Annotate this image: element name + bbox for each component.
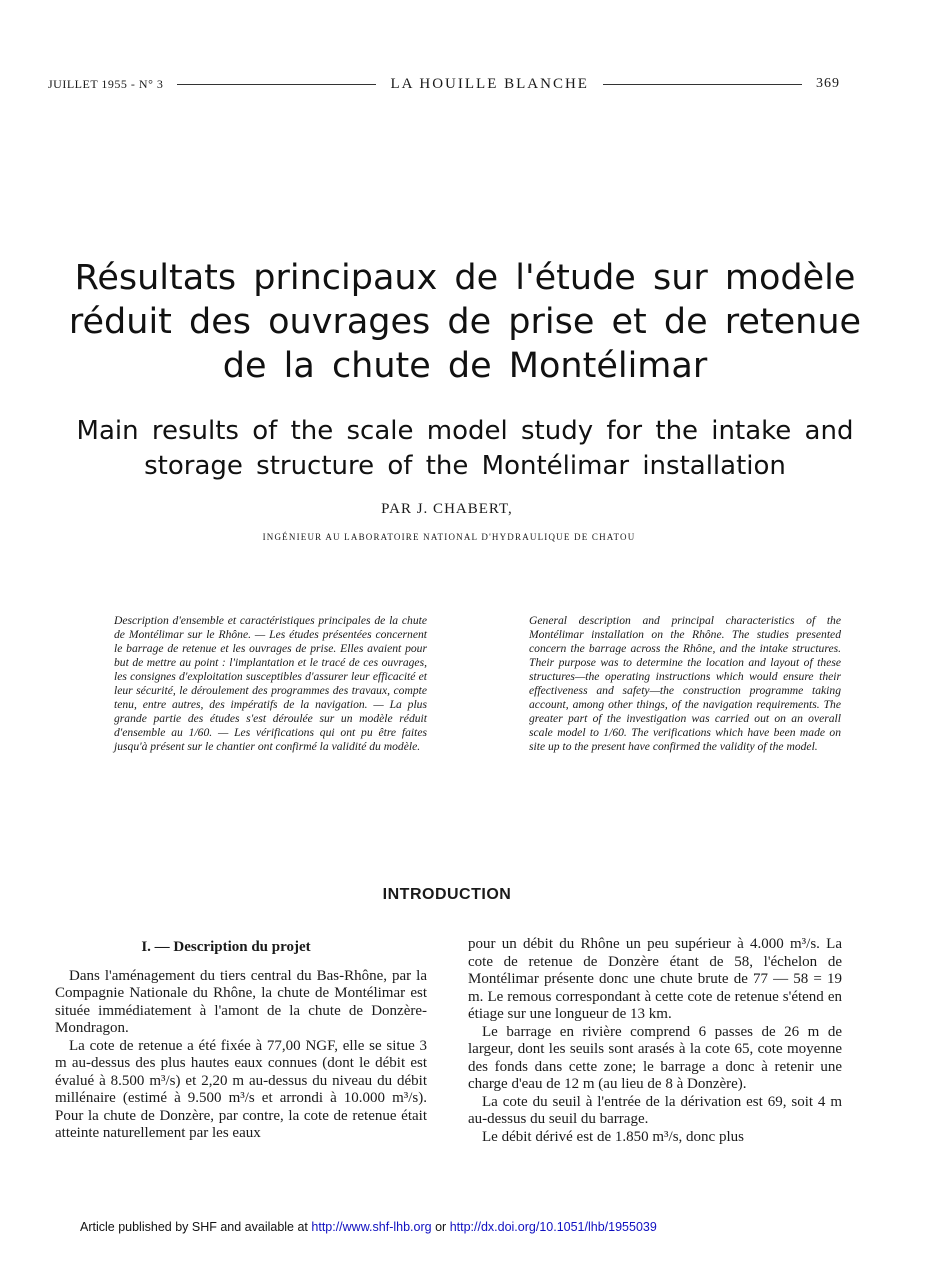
running-head: [48, 74, 840, 94]
author-affiliation: INGÉNIEUR AU LABORATOIRE NATIONAL D'HYDRAULIQUE DE CHATOU: [262, 532, 636, 542]
page-number: 369: [816, 76, 841, 91]
subsection-heading: I. — Description du projet: [141, 939, 311, 955]
body-paragraph: Le barrage en rivière comprend 6 passes de 26 m de largeur, dont les seuils sont arasés à la cote 65, cote moyenne des fonds dans cette zone; le barrage a donc à retenir une charge d'eau de 12 m (au lieu de 8 à Donzère).: [468, 1023, 842, 1092]
title-french: Résultats principaux de l'étude sur modèle réduit des ouvrages de prise et de retenue de la chute de Montélimar: [68, 258, 862, 386]
doi-link[interactable]: http://dx.doi.org/10.1051/lhb/1955039: [449, 1220, 657, 1234]
title-english: Main results of the scale model study for the intake and storage structure of the Montélimar installation: [76, 416, 854, 481]
shf-website-link[interactable]: http://www.shf-lhb.org: [311, 1220, 432, 1234]
footer-prefix: Article published by SHF and available at: [80, 1220, 308, 1234]
abstract-french: Description d'ensemble et caractéristiques principales de la chute de Montélimar sur le Rhône. — Les études présentées concernent le barrage de retenue et les ouvrages de prise. Elles avaient pour but de mettre au point : l'implantation et le tracé de ces ouvrages, les consignes d'exploitation susceptibles d'assurer leur efficacité et leur sécurité, le déroulement des programmes des travaux, compte tenu, entre autres, des impératifs de la navigation. — La plus grande partie des études s'est déroulée sur un modèle réduit d'ensemble au 1/60. — Les vérifications qui ont pu être faites jusqu'à présent sur le chantier ont confirmé la validité du modèle.: [114, 614, 427, 753]
body-paragraph-continued: pour un débit du Rhône un peu supérieur à 4.000 m³/s. La cote de retenue de Donzère étant de 58, l'échelon de Montélimar présente donc une chute brute de 77 — 58 = 19 m. Le remous correspondant à cette cote de retenue s'étend en étiage sur une longueur de 13 km.: [468, 936, 842, 1022]
body-paragraph: La cote du seuil à l'entrée de la dérivation est 69, soit 4 m au-dessus du seuil du barrage.: [468, 1093, 842, 1127]
body-column-left: [55, 936, 427, 1143]
header-rule-right: [603, 84, 802, 85]
body-paragraph: Le débit dérivé est de 1.850 m³/s, donc plus: [482, 1128, 744, 1145]
body-paragraph: Dans l'aménagement du tiers central du Bas-Rhône, par la Compagnie Nationale du Rhône, la chute de Montélimar est située immédiatement à l'amont de la chute de Donzère-Mondragon.: [55, 967, 427, 1036]
body-column-right: [468, 936, 842, 1146]
header-rule-left: [177, 84, 376, 85]
footer-or: or: [435, 1220, 447, 1234]
section-heading: INTRODUCTION: [382, 886, 512, 903]
author-line: PAR J. CHABERT,: [381, 501, 513, 517]
journal-name: LA HOUILLE BLANCHE: [390, 75, 589, 92]
issue-label: JUILLET 1955 - N° 3: [48, 76, 164, 91]
abstract-english: General description and principal characteristics of the Montélimar installation on the Rhône. The studies presented concern the barrage across the Rhône, and the intake structures. Their purpose was to determine the location and layout of these structures—the operating instructions which would ensure their effectiveness and safety—the construction programme taking account, among other things, of the navigation requirements. The greater part of the investigation was carried out on an overall scale model to 1/60. The verifications which have been made on site up to the present have confirmed the validity of the model.: [529, 614, 841, 753]
body-paragraph: La cote de retenue a été fixée à 77,00 NGF, elle se situe 3 m au-dessus des plus hautes eaux connues (dont le débit est évalué à 8.500 m³/s) et 2,20 m au-dessus du niveau du débit millénaire (estimé à 9.500 m³/s et arrondi à 10.000 m³/s). Pour la chute de Donzère, par contre, la cote de retenue était atteinte naturellement par les eaux: [55, 1037, 427, 1141]
publication-footer: [80, 1220, 880, 1234]
